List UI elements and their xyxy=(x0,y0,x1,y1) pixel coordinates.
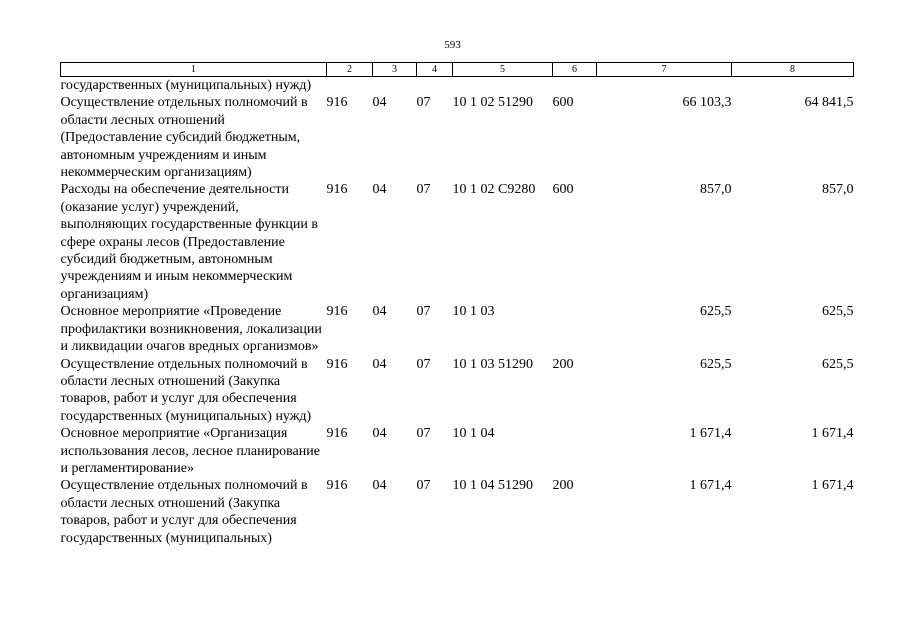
row-name: Осуществление отдельных полномочий в области лесных отношений (Предоставление субсидий бюджетным, автономным учреждениям и иным некоммерческим организациям) xyxy=(60,95,308,181)
table-header xyxy=(61,63,854,77)
row-sum-2 xyxy=(732,77,854,95)
column-header-1: 1 xyxy=(61,63,327,77)
row-admin-code: 916 xyxy=(326,356,348,372)
table-body xyxy=(61,77,854,547)
table-row xyxy=(61,425,854,477)
table-row xyxy=(61,77,854,95)
column-header-5: 5 xyxy=(453,63,553,77)
row-sum-1: 857,0 xyxy=(700,182,732,198)
row-name: Расходы на обеспечение деятельности (оказание услуг) учреждений, выполняющих государственные функции в сфере охраны лесов (Предоставление субсидий бюджетным, автономным учреждениям и иным некоммерческим организациям) xyxy=(60,182,318,302)
row-sum-2: 1 671,4 xyxy=(811,426,854,442)
row-sum-2: 857,0 xyxy=(822,182,854,198)
row-section: 04 xyxy=(372,356,387,372)
row-target-article xyxy=(453,77,553,95)
row-target-article: 10 1 02 51290 xyxy=(452,95,533,111)
row-subsection: 07 xyxy=(416,182,431,198)
row-subsection: 07 xyxy=(416,478,431,494)
table-row xyxy=(61,477,854,547)
table-row xyxy=(61,303,854,355)
row-name: Осуществление отдельных полномочий в области лесных отношений (Закупка товаров, работ и услуг для обеспечения государственных (муниципальных) нужд) xyxy=(60,356,312,424)
row-expense-type xyxy=(553,77,597,95)
row-name: Осуществление отдельных полномочий в области лесных отношений (Закупка товаров, работ и услуг для обеспечения государственных (муниципальных) xyxy=(60,478,308,546)
row-sum-1: 1 671,4 xyxy=(689,478,732,494)
row-target-article: 10 1 04 51290 xyxy=(452,478,533,494)
column-header-2: 2 xyxy=(327,63,373,77)
row-target-article: 10 1 02 С9280 xyxy=(452,182,536,198)
row-sum-1 xyxy=(597,77,732,95)
column-header-8: 8 xyxy=(732,63,854,77)
row-subsection: 07 xyxy=(416,426,431,442)
row-expense-type xyxy=(553,425,597,477)
row-target-article: 10 1 04 xyxy=(452,426,495,442)
table-row xyxy=(61,356,854,426)
column-header-7: 7 xyxy=(597,63,732,77)
row-name: государственных (муниципальных) нужд) xyxy=(60,78,312,93)
row-subsection: 07 xyxy=(416,356,431,372)
column-header-6: 6 xyxy=(553,63,597,77)
row-expense-type: 600 xyxy=(552,182,574,198)
row-sum-1: 1 671,4 xyxy=(689,426,732,442)
column-header-4: 4 xyxy=(417,63,453,77)
row-admin-code: 916 xyxy=(326,478,348,494)
row-sum-2: 1 671,4 xyxy=(811,478,854,494)
row-expense-type: 200 xyxy=(552,478,574,494)
row-admin-code: 916 xyxy=(326,182,348,198)
row-admin-code: 916 xyxy=(326,426,348,442)
row-sum-2: 625,5 xyxy=(822,304,854,320)
row-admin-code: 916 xyxy=(326,95,348,111)
row-section xyxy=(373,77,417,95)
row-admin-code: 916 xyxy=(326,304,348,320)
page-number: 593 xyxy=(444,39,461,51)
budget-table xyxy=(60,62,854,547)
row-section: 04 xyxy=(372,95,387,111)
row-name: Основное мероприятие «Организация использования лесов, лесное планирование и регламентирование» xyxy=(60,426,320,476)
row-section: 04 xyxy=(372,304,387,320)
column-number-row xyxy=(61,63,854,77)
row-target-article: 10 1 03 xyxy=(452,304,495,320)
row-expense-type xyxy=(553,303,597,355)
row-subsection xyxy=(417,77,453,95)
row-subsection: 07 xyxy=(416,304,431,320)
row-subsection: 07 xyxy=(416,95,431,111)
row-sum-1: 625,5 xyxy=(700,356,732,372)
table-row xyxy=(61,181,854,303)
row-expense-type: 200 xyxy=(552,356,574,372)
row-admin-code xyxy=(327,77,373,95)
row-target-article: 10 1 03 51290 xyxy=(452,356,533,372)
column-header-3: 3 xyxy=(373,63,417,77)
table-row xyxy=(61,94,854,181)
row-expense-type: 600 xyxy=(552,95,574,111)
row-sum-2: 625,5 xyxy=(822,356,854,372)
row-sum-1: 66 103,3 xyxy=(682,95,732,111)
row-sum-2: 64 841,5 xyxy=(804,95,854,111)
row-section: 04 xyxy=(372,478,387,494)
row-section: 04 xyxy=(372,182,387,198)
row-section: 04 xyxy=(372,426,387,442)
row-sum-1: 625,5 xyxy=(700,304,732,320)
row-name: Основное мероприятие «Проведение профилактики возникновения, локализации и ликвидации очагов вредных организмов» xyxy=(60,304,322,355)
